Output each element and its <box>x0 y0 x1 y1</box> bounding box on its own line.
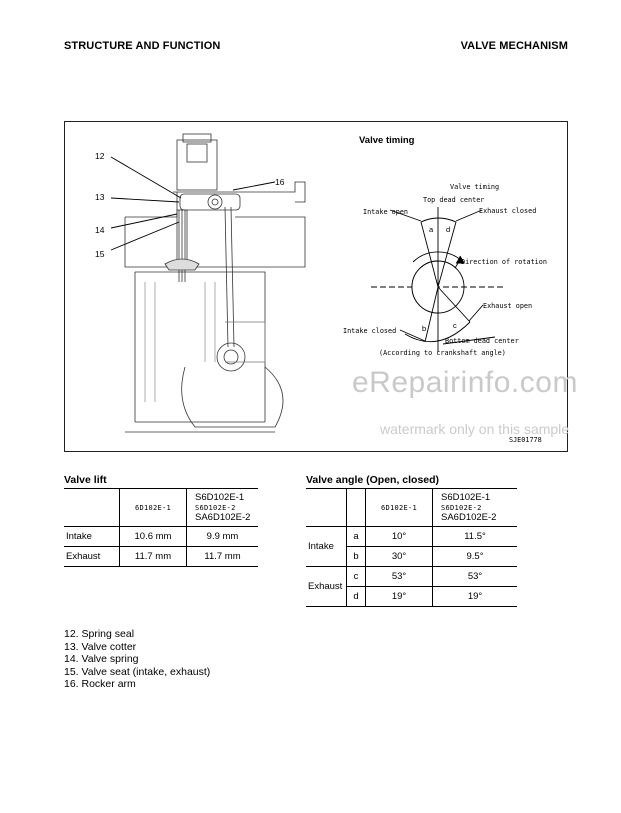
angle-b-label: b <box>422 324 427 333</box>
valve-angle-table <box>306 488 517 607</box>
list-item: 16. Rocker arm <box>64 678 136 690</box>
part-label-16: 16 <box>275 177 285 187</box>
figure-box <box>64 121 568 452</box>
valve-lift-title: Valve lift <box>64 474 107 486</box>
label-exhaust-open: Exhaust open <box>483 302 533 310</box>
valve-timing-title: Valve timing <box>359 135 415 146</box>
figure-code: SJE01778 <box>509 436 542 444</box>
valve-angle-title: Valve angle (Open, closed) <box>306 474 440 486</box>
part-label-14: 14 <box>95 225 105 235</box>
angle-a-label: a <box>429 225 434 234</box>
label-crank-note: (According to crankshaft angle) <box>379 349 506 357</box>
part-label-15: 15 <box>95 249 105 259</box>
angle-col2-header: S6D102E-1 S6D102E-2 SA6D102E-2 <box>433 489 518 527</box>
label-intake-open: Intake open <box>363 208 409 216</box>
watermark-note: watermark only on this sample <box>380 421 570 437</box>
table-row: d 19° 19° <box>306 587 517 607</box>
valve-lift-table <box>64 488 258 567</box>
table-row: Intake a 10° 11.5° <box>306 527 517 547</box>
table-row: Exhaust 11.7 mm 11.7 mm <box>64 547 258 567</box>
label-valve-timing: Valve timing <box>450 183 500 191</box>
table-row: b 30° 9.5° <box>306 547 517 567</box>
list-item: 14. Valve spring <box>64 653 139 665</box>
lift-row-label: Exhaust <box>64 547 120 567</box>
timing-labels <box>343 183 547 444</box>
angle-d-label: d <box>446 225 451 234</box>
list-item: 12. Spring seal <box>64 628 135 640</box>
part-label-12: 12 <box>95 151 105 161</box>
label-exhaust-closed: Exhaust closed <box>479 207 537 215</box>
part-label-13: 13 <box>95 192 105 202</box>
lift-col2-header: S6D102E-1 S6D102E-2 SA6D102E-2 <box>187 489 259 527</box>
table-row: Exhaust c 53° 53° <box>306 567 517 587</box>
watermark-logo: eRepairinfo.com <box>352 366 578 399</box>
angle-c-label: c <box>453 321 457 330</box>
angle-group-label: Intake <box>306 527 347 567</box>
angle-group-label: Exhaust <box>306 567 347 607</box>
valve-mechanism-illustration <box>65 122 570 451</box>
label-top-dead-center: Top dead center <box>423 196 485 204</box>
section-title: STRUCTURE AND FUNCTION <box>64 40 221 52</box>
label-intake-closed: Intake closed <box>343 327 397 335</box>
page-topic: VALVE MECHANISM <box>460 40 568 52</box>
angle-col1-header: 6D102E-1 <box>366 489 433 527</box>
list-item: 15. Valve seat (intake, exhaust) <box>64 665 211 678</box>
parts-legend <box>64 628 210 691</box>
table-row: Intake 10.6 mm 9.9 mm <box>64 527 258 547</box>
list-item: 13. Valve cotter <box>64 640 137 653</box>
lift-row-label: Intake <box>64 527 120 547</box>
lift-col1-header: 6D102E-1 <box>120 489 187 527</box>
label-direction: Direction of rotation <box>461 258 547 266</box>
part-leader-lines <box>111 157 275 250</box>
label-bottom-dead-center: Bottom dead center <box>445 337 519 345</box>
part-labels <box>95 151 285 259</box>
